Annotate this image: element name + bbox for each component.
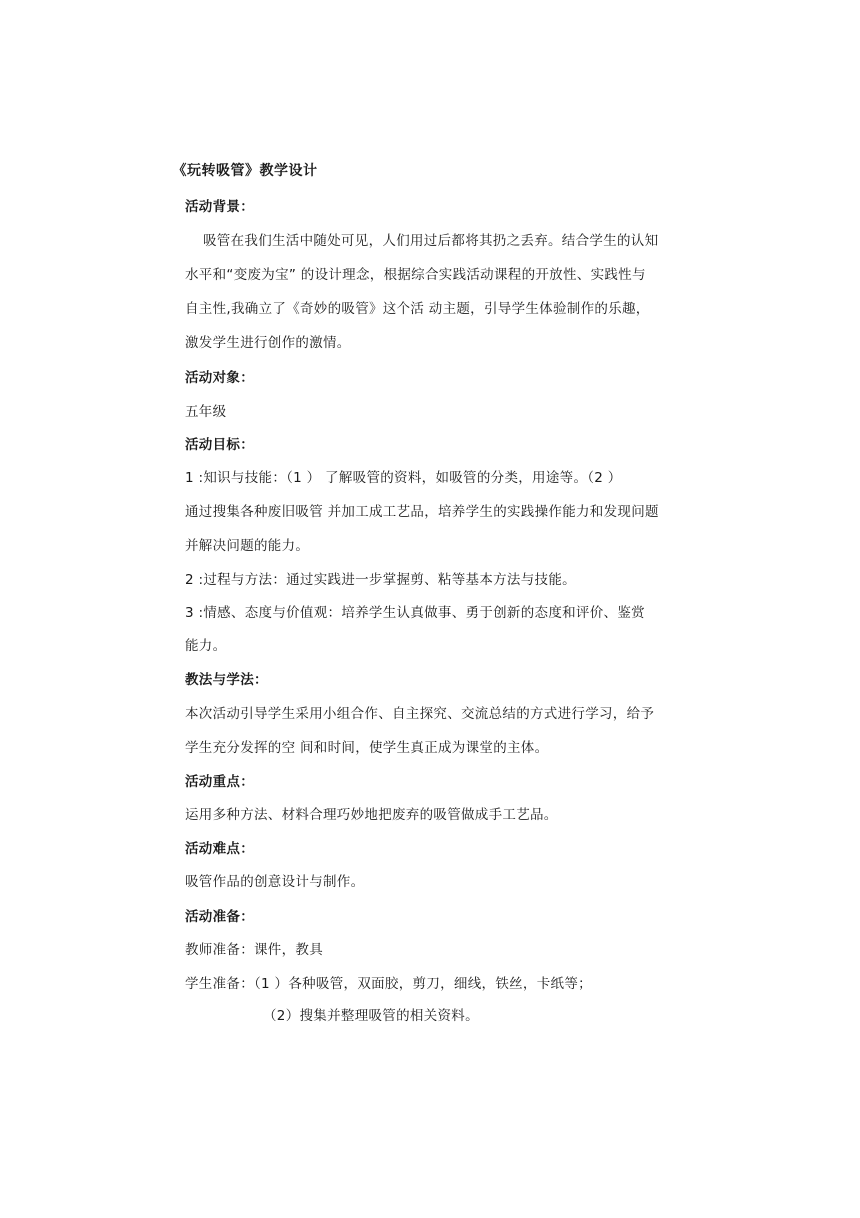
goals-line-4: 2 :过程与方法：通过实践进一步掌握剪、粘等基本方法与技能。 bbox=[185, 572, 576, 588]
goals-line-5: 3 :情感、态度与价值观：培养学生认真做事、勇于创新的态度和评价、鉴赏 bbox=[185, 605, 645, 621]
goals-line-1: 1 :知识与技能：（1 ） 了解吸管的资料，如吸管的分类，用途等。（2 ） bbox=[185, 470, 622, 486]
teacher-preparation: 教师准备：课件，教具 bbox=[185, 942, 323, 958]
preparation-heading: 活动准备： bbox=[185, 909, 254, 925]
student-preparation: 学生准备：（1 ）各种吸管，双面胶，剪刀，细线，铁丝，卡纸等； bbox=[185, 976, 592, 992]
methods-heading: 教法与学法： bbox=[185, 672, 268, 688]
goals-heading: 活动目标： bbox=[185, 437, 254, 453]
background-line-3: 自主性,我确立了《奇妙的吸管》这个活 动主题，引导学生体验制作的乐趣， bbox=[185, 301, 650, 317]
methods-line-2: 学生充分发挥的空 间和时间，使学生真正成为课堂的主体。 bbox=[185, 740, 549, 756]
goals-line-6: 能力。 bbox=[185, 638, 227, 654]
methods-line-1: 本次活动引导学生采用小组合作、自主探究、交流总结的方式进行学习，给予 bbox=[185, 706, 655, 722]
difficulties-heading: 活动难点： bbox=[185, 841, 254, 857]
student-preparation-2: （2）搜集并整理吸管的相关资料。 bbox=[263, 1008, 479, 1024]
target-text: 五年级 bbox=[185, 404, 227, 420]
background-line-2: 水平和“变废为宝” 的设计理念，根据综合实践活动课程的开放性、实践性与 bbox=[185, 267, 646, 283]
goals-line-2: 通过搜集各种废旧吸管 并加工成工艺品，培养学生的实践操作能力和发现问题 bbox=[185, 504, 659, 520]
document-body bbox=[185, 0, 685, 1218]
document-title: 《玩转吸管》教学设计 bbox=[172, 163, 318, 179]
background-line-1: 吸管在我们生活中随处可见，人们用过后都将其扔之丢弃。结合学生的认知 bbox=[203, 233, 659, 249]
background-heading: 活动背景： bbox=[185, 199, 254, 215]
key-points-text: 运用多种方法、材料合理巧妙地把废弃的吸管做成手工艺品。 bbox=[185, 807, 558, 823]
difficulties-text: 吸管作品的创意设计与制作。 bbox=[185, 874, 365, 890]
key-points-heading: 活动重点： bbox=[185, 774, 254, 790]
goals-line-3: 并解决问题的能力。 bbox=[185, 538, 310, 554]
background-line-4: 激发学生进行创作的激情。 bbox=[185, 335, 351, 351]
target-heading: 活动对象： bbox=[185, 370, 254, 386]
